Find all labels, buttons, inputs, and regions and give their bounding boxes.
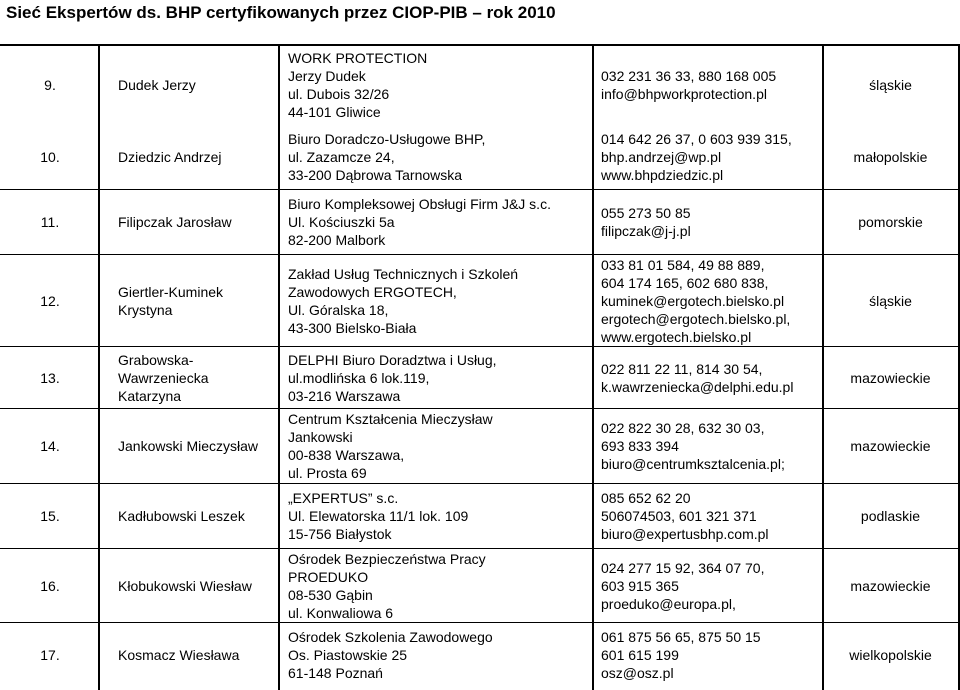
column-divider [592, 45, 594, 690]
address-block: Ośrodek Szkolenia Zawodowego Os. Piastowskie 25 61-148 Poznań [288, 629, 493, 681]
row-number: 9. [44, 77, 56, 93]
expert-name: Kłobukowski Wiesław [118, 577, 252, 594]
expert-name: Kadłubowski Leszek [118, 508, 245, 524]
contact-block: 022 822 30 28, 632 30 03, 693 833 394 biuro@centrumksztalcenia.pl; [601, 420, 785, 472]
region: mazowieckie [850, 438, 931, 454]
region: mazowieckie [850, 369, 931, 386]
address-block: Biuro Kompleksowej Obsługi Firm J&J s.c. Ul. Kościuszki 5a 82-200 Malbork [288, 196, 551, 248]
contact-block: 024 277 15 92, 364 07 70, 603 915 365 proeduko@europa.pl, [601, 559, 765, 612]
expert-name: Grabowska-Wawrzeniecka Katarzyna [118, 351, 209, 404]
row-number: 17. [40, 647, 60, 663]
row-number: 15. [40, 508, 60, 524]
row-number: 14. [40, 438, 60, 454]
contact-block: 022 811 22 11, 814 30 54, k.wawrzeniecka@delphi.edu.pl [601, 360, 794, 395]
expert-name: Dudek Jerzy [118, 77, 196, 93]
region: małopolskie [853, 148, 928, 165]
expert-name: Filipczak Jarosław [118, 214, 232, 230]
row-number: 10. [40, 148, 60, 165]
address-block: Centrum Kształcenia Mieczysław Jankowski 00-838 Warszawa, ul. Prosta 69 [288, 411, 493, 481]
expert-name: Giertler-Kuminek Krystyna [118, 283, 224, 318]
address-block: WORK PROTECTION Jerzy Dudek ul. Dubois 32/26 44-101 Gliwice [288, 50, 428, 120]
expert-name: Dziedzic Andrzej [118, 148, 222, 165]
region: mazowieckie [850, 577, 931, 594]
expert-name: Kosmacz Wiesława [118, 647, 240, 663]
region: pomorskie [858, 214, 923, 230]
contact-block: 032 231 36 33, 880 168 005 info@bhpworkprotection.pl [601, 68, 777, 102]
address-block: „EXPERTUS” s.c. Ul. Elewatorska 11/1 lok. 109 15-756 Białystok [288, 490, 469, 542]
contact-block: 055 273 50 85 filipczak@j-j.pl [601, 205, 691, 239]
page-title: Sieć Ekspertów ds. BHP certyfikowanych przez CIOP-PIB – rok 2010 [6, 3, 556, 22]
region: wielkopolskie [849, 647, 932, 663]
row-number: 16. [40, 577, 60, 594]
column-divider [98, 45, 100, 690]
row-number: 11. [40, 214, 60, 230]
row-number: 12. [40, 292, 60, 309]
contact-block: 085 652 62 20 506074503, 601 321 371 biuro@expertusbhp.com.pl [601, 490, 769, 542]
contact-block: 033 81 01 584, 49 88 889, 604 174 165, 602 680 838, kuminek@ergotech.bielsko.pl ergotech@ergotech.bielsko.pl, www.ergotech.bielsko.pl [601, 256, 791, 345]
contact-block: 061 875 56 65, 875 50 15 601 615 199 osz@osz.pl [601, 629, 761, 681]
contact-block: 014 642 26 37, 0 603 939 315, bhp.andrzej@wp.pl www.bhpdziedzic.pl [601, 130, 792, 183]
column-divider [278, 45, 280, 690]
address-block: DELPHI Biuro Doradztwa i Usług, ul.modlińska 6 lok.119, 03-216 Warszawa [288, 351, 497, 404]
address-block: Zakład Usług Technicznych i Szkoleń Zawodowych ERGOTECH, Ul. Góralska 18, 43-300 Bielsko-Biała [288, 265, 519, 336]
region: śląskie [869, 292, 912, 309]
region: śląskie [869, 77, 912, 93]
address-block: Biuro Doradczo-Usługowe BHP, ul. Zazamcze 24, 33-200 Dąbrowa Tarnowska [288, 130, 486, 183]
region: podlaskie [860, 508, 921, 524]
address-block: Ośrodek Bezpieczeństwa Pracy PROEDUKO 08-530 Gąbin ul. Konwaliowa 6 [288, 550, 486, 621]
expert-name: Jankowski Mieczysław [118, 438, 259, 454]
row-number: 13. [40, 369, 60, 386]
